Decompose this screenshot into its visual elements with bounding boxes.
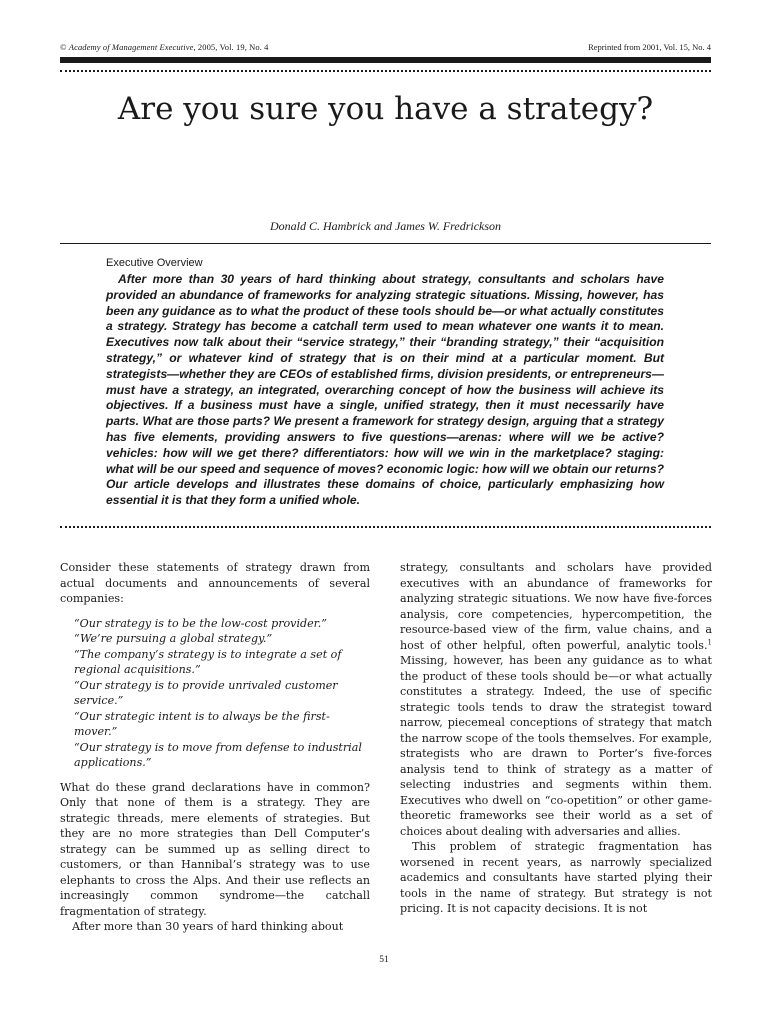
quote-item: “The company’s strategy is to integrate a set of regional acquisitions.”	[74, 647, 342, 676]
body-text: strategy, consultants and scholars have provided executives with an abundance of frameworks for analyzing strategic situations. We now have five-forces analysis, core competencies, hypercompetition, the resource-based view of the firm, value chains, and a host of other helpful, often powerful, analytic tools.	[400, 561, 712, 652]
quote-item: “Our strategic intent is to always be the first-mover.”	[74, 709, 330, 738]
page-number: 51	[379, 955, 389, 965]
header-rule	[60, 57, 711, 63]
quote-item: “Our strategy is to move from defense to industrial applications.”	[74, 740, 362, 769]
intro-paragraph: Consider these statements of strategy drawn from actual documents and announcements of several companies:	[60, 561, 370, 605]
overview-text: After more than 30 years of hard thinking about strategy, consultants and scholars have provided an abundance of frameworks for analyzing strategic situations. Missing, however, has been any guidance as to what the product of these tools should be—or what actually constitutes a strategy. Strategy has become a catchall term used to mean whatever one wants it to mean. Executives now talk about their “service strategy,” their “branding strategy,” their “acquisition strategy,” or whatever kind of strategy that is on their mind at a particular moment. But strategists—whether they are CEOs of established firms, division presidents, or entrepreneurs—must have a strategy, an integrated, overarching concept of how the business will achieve its objectives. If a business must have a single, unified strategy, then it must necessarily have parts. What are those parts? We present a framework for strategy design, arguing that a strategy has five elements, providing answers to five questions—arenas: where will we be active? vehicles: how will we get there? differentiators: how will we win in the marketplace? staging: what will be our speed and sequence of moves? economic logic: how will we obtain our returns? Our article develops and illustrates these domains of choice, particularly emphasizing how essential it is that they form a unified whole.	[106, 272, 664, 508]
body-paragraph: This problem of strategic fragmentation has worsened in recent years, as narrowly specialized academics and consultants have started plying their tools in the name of strategy. But strategy is not pricing. It is not capacity decisions. It is not	[400, 840, 712, 915]
article-authors: Donald C. Hambrick and James W. Fredrickson	[269, 219, 502, 233]
overview-dotted-rule	[60, 526, 711, 528]
strategy-quotes-list	[74, 616, 370, 771]
reprint-note: Reprinted from 2001, Vol. 15, No. 4	[588, 42, 711, 52]
copyright-symbol: ©	[60, 42, 69, 52]
header-dotted-rule	[60, 70, 711, 72]
quote-item: “Our strategy is to be the low-cost provider.”	[74, 616, 327, 630]
body-paragraph	[400, 560, 712, 839]
body-column-right	[400, 560, 712, 917]
footnote-reference[interactable]: 1	[707, 637, 712, 646]
journal-citation	[60, 42, 269, 52]
quote-item: “Our strategy is to provide unrivaled customer service.”	[74, 678, 338, 707]
journal-name: Academy of Management Executive	[68, 42, 194, 52]
title-rule	[60, 243, 711, 244]
quote-item: “We’re pursuing a global strategy.”	[74, 632, 273, 645]
body-column-left	[60, 560, 370, 935]
body-paragraph: What do these grand declarations have in common? Only that none of them is a strategy. They are strategic threads, mere elements of strategies. But they are no more strategies than Dell Computer’s strategy can be summed up as selling direct to customers, or than Hannibal’s strategy was to use elephants to cross the Alps. And their use reflects an increasingly common syndrome—the catchall fragmentation of strategy.	[60, 780, 370, 918]
article-title: Are you sure you have a strategy?	[117, 91, 654, 127]
body-paragraph: After more than 30 years of hard thinking about	[72, 920, 344, 933]
overview-heading: Executive Overview	[106, 257, 203, 269]
journal-details: , 2005, Vol. 19, No. 4	[193, 42, 269, 52]
body-text: Missing, however, has been any guidance as to what the product of these tools should be—or what actually constitutes a strategy. Indeed, the use of specific strategic tools tends to draw the strategist toward narrow, piecemeal conceptions of strategy that match the narrow scope of the tools themselves. For example, strategists who are drawn to Porter’s five-forces analysis tend to think of strategy as a matter of selecting industries and segments within them. Executives who dwell on “co-opetition” or other game-theoretic frameworks see their world as a set of choices about dealing with adversaries and allies.	[400, 654, 712, 838]
